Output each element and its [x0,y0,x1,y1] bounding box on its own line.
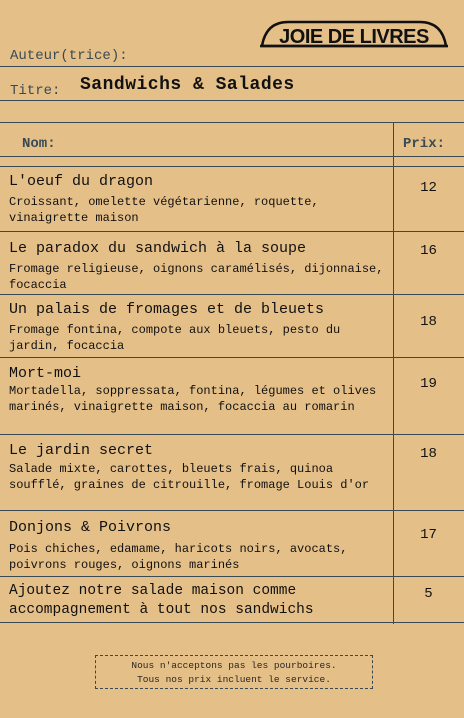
table-top-border [0,122,464,123]
row-divider [0,434,464,435]
tipping-notice [95,655,373,689]
notice-line-2: Tous nos prix incluent le service. [137,674,331,685]
row-divider [0,231,464,232]
title-line [0,100,464,101]
joie-de-livres-logo [258,16,450,54]
menu-item-description: Mortadella, soppressata, fontina, légumes et olives marinés, vinaigrette maison, focaccia au romarin [9,384,377,414]
menu-item-name: Ajoutez notre salade maison comme accompagnement à tout nos sandwichs [9,583,314,618]
column-header-name: Nom: [22,136,56,152]
author-line [0,66,464,67]
menu-item-price: 16 [420,243,437,259]
menu-item-description: Salade mixte, carottes, bleuets frais, quinoa soufflé, graines de citrouille, fromage Louis d'or [9,462,370,492]
menu-item-name: Le paradox du sandwich à la soupe [9,240,307,257]
column-header-price: Prix: [403,136,446,152]
logo-text: JOIE DE LIVRES [279,26,429,48]
header-divider [0,156,464,157]
menu-item-price: 17 [420,527,437,543]
menu-item-description: Pois chiches, edamame, haricots noirs, avocats, poivrons rouges, oignons marinés [9,542,348,572]
row-divider [0,510,464,511]
row-divider [0,576,464,577]
menu-item-price: 18 [420,314,437,330]
menu-item-name: Donjons & Poivrons [9,519,172,536]
menu-item-description: Fromage fontina, compote aux bleuets, pesto du jardin, focaccia [9,323,341,353]
menu-item-name: Mort-moi [9,365,82,382]
menu-item-name: Un palais de fromages et de bleuets [9,301,325,318]
menu-item-price: 5 [424,586,433,602]
menu-item-price: 12 [420,180,437,196]
menu-item-name: Le jardin secret [9,442,154,459]
row-divider [0,357,464,358]
notice-line-1: Nous n'acceptons pas les pourboires. [131,660,337,671]
menu-item-description: Croissant, omelette végétarienne, roquette, vinaigrette maison [9,195,319,225]
row-divider [0,294,464,295]
page-title: Sandwichs & Salades [80,75,295,95]
menu-item-description: Fromage religieuse, oignons caramélisés, dijonnaise, focaccia [9,262,384,292]
menu-item-name: L'oeuf du dragon [9,173,154,190]
menu-item-price: 19 [420,376,437,392]
author-label: Auteur(trice): [10,48,128,64]
menu-item-price: 18 [420,446,437,462]
table-bottom-border [0,622,464,623]
price-column-divider [393,122,394,624]
header-divider-2 [0,166,464,167]
title-label: Titre: [10,83,61,99]
